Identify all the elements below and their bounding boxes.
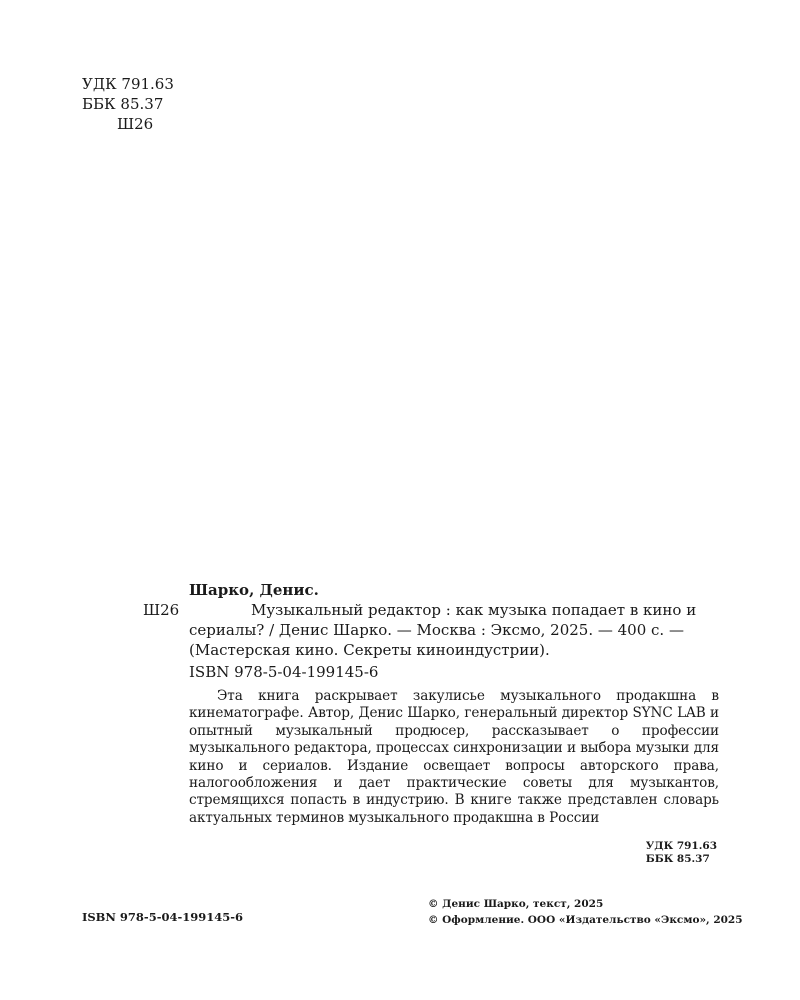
bbk-code: ББК 85.37: [82, 95, 164, 113]
classification-codes-bottom: [646, 840, 717, 866]
bottom-udk-code: УДК 791.63: [645, 840, 717, 852]
bottom-bbk-code: ББК 85.37: [645, 853, 710, 865]
footer-isbn: ISBN 978-5-04-199145-6: [82, 910, 244, 924]
author-mark: Ш26: [117, 115, 154, 133]
card-isbn: ISBN 978-5-04-199145-6: [189, 663, 379, 681]
bibliographic-text: Музыкальный редактор : как музыка попадает в кино и сериалы? / Денис Шарко. — Москва : Эксмо, 2025. — 400 с. — (Мастерская кино. Секреты киноиндустрии).: [189, 601, 697, 659]
copyright-design-line: © Оформление. ООО «Издательство «Эксмо», 2025: [428, 914, 743, 926]
udk-code: УДК 791.63: [82, 75, 174, 93]
card-bibliographic-description: [189, 600, 719, 660]
card-author-mark: Ш26: [143, 601, 180, 619]
copyright-text-line: © Денис Шарко, текст, 2025: [428, 898, 604, 910]
card-author: Шарко, Денис.: [189, 581, 319, 599]
card-annotation: Эта книга раскрывает закулисье музыкального продакшна в кинематографе. Автор, Денис Шарко, генеральный директор SYNC LAB и опытный музыкальный продюсер, рассказывает о профессии музыкального редактора, процессах синхронизации и выбора музыки для кино и сериалов. Издание освещает вопросы авторского права, налогообложения и дает практические советы для музыкантов, стремящихся попасть в индустрию. В книге также представлен словарь актуальных терминов музыкального продакшна в России: [189, 688, 719, 826]
classification-codes-top: [82, 74, 174, 134]
copyright-block: [428, 896, 743, 928]
